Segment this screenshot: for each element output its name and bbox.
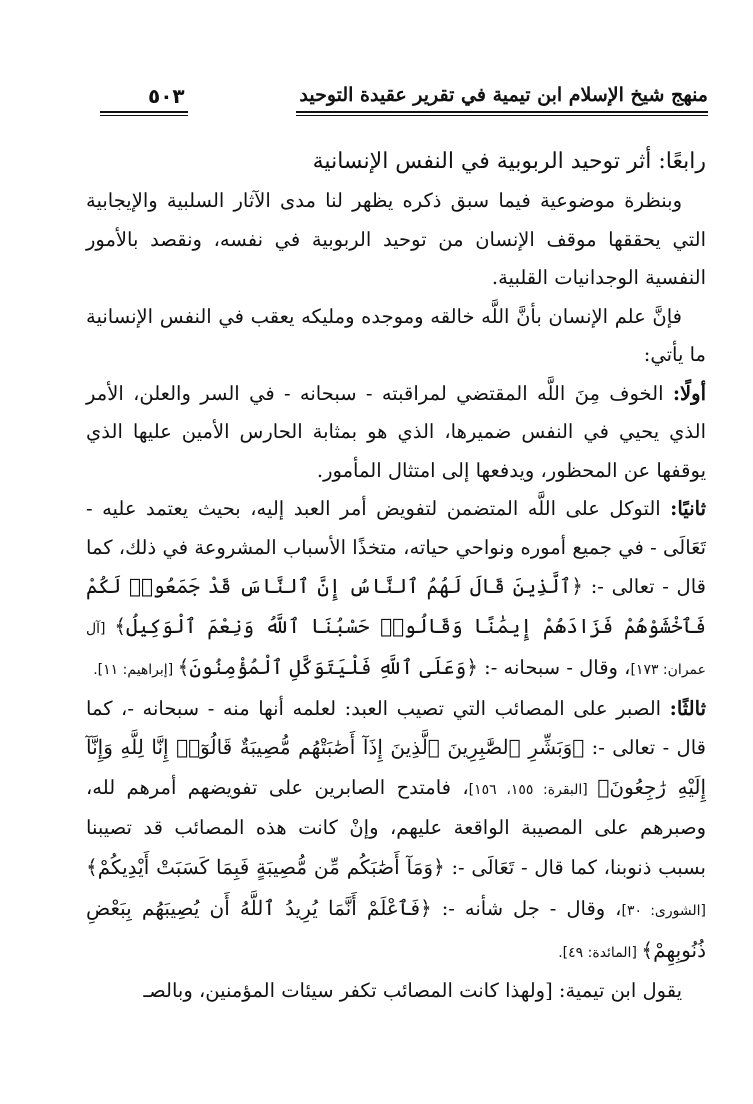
point-text: الخوف مِنَ اللَّه المقتضي لمراقبته - سبحانه - في السر والعلن، الأمر الذي يحيي في النفس ضميرها، الذي هو بمثابة الحارس الأمين عليها الذي يوقفها عن المحظور، ويدفعها إلى امتثال المأمور. <box>86 381 706 482</box>
point-text: التوكل على اللَّه المتضمن لتفويض أمر العبد إليه، بحيث يعتمد عليه - تَعَالَى - في جميع أموره ونواحي حياته، متخذًا الأسباب المشروعة في ذلك، كما قال - تعالى -: <box>86 497 706 598</box>
verse-reference: [البقرة: ١٥٥، ١٥٦] <box>468 781 598 798</box>
point-text: ، وقال - جل شأنه -: <box>431 897 622 920</box>
header-rule <box>296 111 708 113</box>
verse-reference: [المائدة: ٤٩]. <box>558 944 642 961</box>
page-number: ٥٠٣ <box>148 84 185 108</box>
point-label: أولًا: <box>672 381 706 405</box>
point-label: ثالثًا: <box>669 696 706 720</box>
quran-verse: ﴿فَٱعْلَمْ أَنَّمَا يُرِيدُ ٱللَّهُ أَن يُصِيبَهُم بِبَعْضِ ذُنُوبِهِمْ﴾ <box>86 896 706 962</box>
verse-reference: [آل عمران: ١٧٣] <box>86 620 706 678</box>
quran-verse: ﴿وَعَلَى ٱللَّهِ فَلْيَتَوَكَّلِ ٱلْمُؤْمِنُونَ﴾ <box>177 655 478 679</box>
point-text: ، فامتدح الصابرين على تفويضهم أمرهم لله، وصبرهم على المصيبة الواقعة عليهم، وإنْ كانت هذه المصائب قد تصيبنا بسبب ذنوبنا، كما قال - تَعَالَى -: <box>86 775 706 879</box>
header-rule <box>100 115 188 116</box>
paragraph-lead: فإنَّ علم الإنسان بأنَّ اللَّه خالقه وموجده ومليكه يعقب في النفس الإنسانية ما يأتي: <box>86 304 706 366</box>
point-text: الصبر على المصائب التي تصيب العبد: لعلمه أنها منه - سبحانه -، كما قال - تعالى -: <box>86 696 706 759</box>
running-title: منهج شيخ الإسلام ابن تيمية في تقرير عقيدة التوحيد <box>299 84 708 106</box>
point-text: ، وقال - سبحانه -: <box>477 656 631 679</box>
quran-verse: ﴿ٱلَّذِينَ قَالَ لَهُمُ ٱلنَّاسُ إِنَّ ٱلنَّاسَ قَدْ جَمَعُوا۟ لَكُمْ فَٱخْشَوْهُمْ فَزَادَهُمْ إِيمَٰنًا وَقَالُوا۟ حَسْبُنَا ٱللَّهُ وَنِعْمَ ٱلْوَكِيلُ﴾ <box>86 574 706 638</box>
paragraph-second-point <box>86 490 706 690</box>
paragraph-quote: يقول ابن تيمية: [ولهذا كانت المصائب تكفر سيئات المؤمنين، وبالصـ <box>143 979 682 1002</box>
page-header <box>100 84 708 114</box>
body-text <box>86 142 706 1011</box>
verse-reference: [الشورى: ٣٠] <box>621 903 706 919</box>
header-rule <box>100 111 188 113</box>
paragraph-third-point <box>86 690 706 973</box>
quran-verse: ﴿وَمَآ أَصَٰبَكُم مِّن مُّصِيبَةٍ فَبِمَا كَسَبَتْ أَيْدِيكُمْ﴾ <box>86 854 445 879</box>
section-heading: رابعًا: أثر توحيد الربوبية في النفس الإنسانية <box>312 149 706 174</box>
paragraph-first-point <box>86 375 706 491</box>
header-rule <box>296 115 708 116</box>
quran-verse: ﴿وَبَشِّرِ ٱلصَّٰبِرِينَ ٱلَّذِينَ إِذَآ أَصَٰبَتْهُم مُّصِيبَةٌ قَالُوٓا۟ إِنَّا لِلَّهِ وَإِنَّآ إِلَيْهِ رَٰجِعُونَ﴾ <box>86 735 707 799</box>
point-label: ثانيًا: <box>670 497 706 520</box>
verse-reference: [إبراهيم: ١١]. <box>93 662 178 678</box>
paragraph-intro: وبنظرة موضوعية فيما سبق ذكره يظهر لنا مدى الآثار السلبية والإيجابية التي يحققها موقف الإنسان من توحيد الربوبية في نفسه، ونقصد بالأمور النفسية الوجدانيات القلبية. <box>86 189 706 289</box>
